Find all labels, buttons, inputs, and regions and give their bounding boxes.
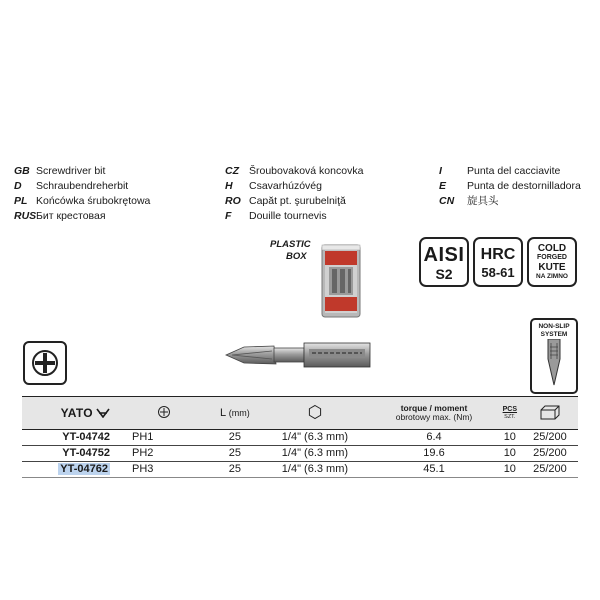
brand-logo: YATO <box>60 406 93 420</box>
length-cell: 25 <box>210 446 260 462</box>
translation-row <box>225 164 405 179</box>
model-highlighted[interactable]: YT-04762 <box>60 463 108 475</box>
translation-row <box>14 209 194 224</box>
hexagon-icon <box>307 404 323 420</box>
aisi-label: AISI <box>423 244 465 266</box>
screwdriver-bit-image <box>224 337 374 373</box>
yato-logo-icon <box>96 408 110 418</box>
table-row <box>22 430 578 446</box>
pcs-cell: 10 <box>498 430 522 446</box>
table-row <box>22 446 578 462</box>
lang-code: GB <box>14 165 30 177</box>
translation-row <box>439 164 600 179</box>
lang-code: PL <box>14 195 28 207</box>
tip-cell: PH3 <box>118 462 210 478</box>
lang-text: Capăt pt. şurubelniţă <box>249 195 346 207</box>
torque-cell: 45.1 <box>370 462 498 478</box>
lang-code: E <box>439 180 447 192</box>
na-zimno-label: NA ZIMNO <box>536 273 568 280</box>
torque-label-line2: obrotowy max. (Nm) <box>395 412 473 422</box>
phillips-tip-badge <box>23 341 67 385</box>
drive-cell: 1/4" (6.3 mm) <box>260 430 371 446</box>
translation-row <box>225 194 405 209</box>
tip-cell: PH1 <box>118 430 210 446</box>
length-label: L <box>219 407 226 419</box>
lang-text: Punta del cacciavite <box>467 165 561 177</box>
lang-code: I <box>439 165 442 177</box>
pack-cell: 25/200 <box>522 446 578 462</box>
plastic-label-line2: BOX <box>286 251 307 262</box>
length-unit: (mm) <box>228 408 250 418</box>
aisi-s2-badge <box>419 237 469 287</box>
length-cell: 25 <box>210 430 260 446</box>
translations-column-1 <box>14 164 194 224</box>
aisi-grade: S2 <box>435 266 453 282</box>
translation-row <box>14 194 194 209</box>
lang-text: 旋具头 <box>467 195 499 207</box>
lang-code: RUS <box>14 210 37 222</box>
pcs-label: PCS <box>502 406 518 413</box>
brand-header <box>22 397 118 430</box>
lang-code: D <box>14 180 22 192</box>
model-cell: YT-04752 <box>22 446 118 462</box>
forged-label: FORGED <box>537 254 567 261</box>
lang-code: CN <box>439 195 455 207</box>
length-cell: 25 <box>210 462 260 478</box>
product-table <box>22 396 578 478</box>
nonslip-system-badge <box>530 318 578 394</box>
translation-row <box>14 179 194 194</box>
torque-header <box>370 397 498 430</box>
box-icon <box>539 404 561 420</box>
cold-forged-badge <box>527 237 577 287</box>
packaging-header <box>522 397 578 430</box>
translation-row <box>225 179 405 194</box>
szt-label: SZT. <box>504 414 516 420</box>
lang-text: Douille tournevis <box>249 210 327 222</box>
hrc-badge <box>473 237 523 287</box>
translation-row <box>225 209 405 224</box>
model-cell[interactable] <box>22 462 118 478</box>
pcs-cell: 10 <box>498 446 522 462</box>
hrc-value: 58-61 <box>481 265 515 280</box>
lang-text: Šroubovaková koncovka <box>249 165 364 177</box>
torque-cell: 6.4 <box>370 430 498 446</box>
translations-column-2 <box>225 164 405 224</box>
translation-row <box>439 179 600 194</box>
lang-code: H <box>225 180 233 192</box>
lang-text: Punta de destornilladora <box>467 180 581 192</box>
lang-text: Бит крестовая <box>36 210 106 222</box>
drive-cell: 1/4" (6.3 mm) <box>260 462 371 478</box>
tip-cell: PH2 <box>118 446 210 462</box>
phillips-icon <box>157 405 171 419</box>
plastic-label-line1: PLASTIC <box>270 239 311 250</box>
cold-label: COLD <box>537 243 567 254</box>
translation-row <box>14 164 194 179</box>
phillips-icon <box>25 343 65 383</box>
model-cell: YT-04742 <box>22 430 118 446</box>
nonslip-line1: NON-SLIP <box>538 323 570 330</box>
pack-cell: 25/200 <box>522 430 578 446</box>
table-row <box>22 462 578 478</box>
torque-label-line1: torque / moment <box>400 403 468 413</box>
plastic-box-image <box>319 241 363 319</box>
drive-cell: 1/4" (6.3 mm) <box>260 446 371 462</box>
drive-header <box>260 397 371 430</box>
pcs-header <box>498 397 522 430</box>
lang-text: Screwdriver bit <box>36 165 106 177</box>
pcs-cell: 10 <box>498 462 522 478</box>
table-header-row <box>22 397 578 430</box>
lang-code: F <box>225 210 232 222</box>
length-header <box>210 397 260 430</box>
translation-row <box>439 194 600 209</box>
lang-code: RO <box>225 195 241 207</box>
lang-code: CZ <box>225 165 239 177</box>
kute-label: KUTE <box>538 262 566 273</box>
lang-text: Schraubendreherbit <box>36 180 129 192</box>
pack-cell: 25/200 <box>522 462 578 478</box>
nonslip-tip-image <box>539 339 569 387</box>
tip-type-header <box>118 397 210 430</box>
lang-text: Csavarhúzóvég <box>249 180 322 192</box>
translations-column-3 <box>439 164 600 209</box>
hrc-label: HRC <box>480 246 516 263</box>
lang-text: Końcówka śrubokrętowa <box>36 195 151 207</box>
nonslip-line2: SYSTEM <box>540 331 568 338</box>
torque-cell: 19.6 <box>370 446 498 462</box>
